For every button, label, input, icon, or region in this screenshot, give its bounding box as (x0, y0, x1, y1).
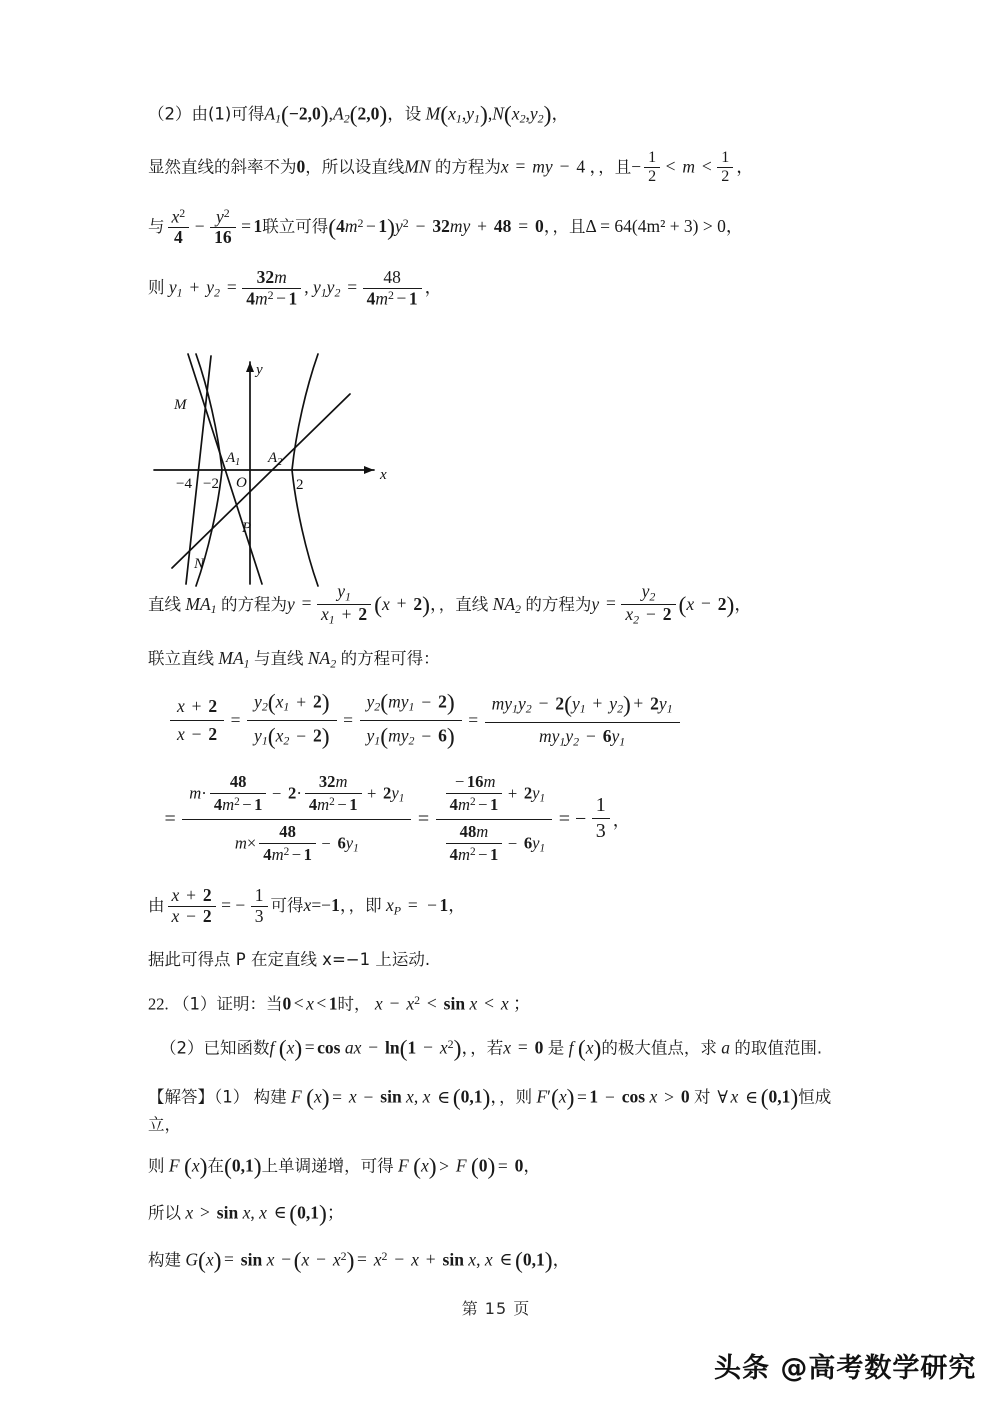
text-known-function: 已知函数 (203, 1037, 270, 1057)
y-axis-label: y (256, 362, 263, 378)
line-answer-2: 则 F (x)在(0,1)上单调递增，可得 F (x) > F (0) = 0， (148, 1154, 541, 1181)
prod-den: $4m^2 - 1$ (363, 288, 422, 308)
text-let: 设 (404, 104, 422, 124)
text-for: 对 (694, 1087, 711, 1107)
part1-label: （1） (173, 994, 217, 1014)
y-axis-arrow (246, 362, 254, 372)
line-fraction-chain: $\frac{x + 2}{x - 2}$ = $\frac{y_2(x_1 + 2)}{y_1(x_2 - 2)}$ = $\frac{y_2(my_1 - 2)}{y_1(my_2 - 6)}$ = $\frac{my_1y_2 - 2(y_1 + y_2) + 2y_1}{my_1y_2 - 6y_1}$ (166, 690, 860, 751)
sum-num: 32m (256, 267, 287, 288)
text-from-part1: 由(1)可得 (191, 104, 265, 124)
text-line-2: ，直线 (438, 594, 489, 614)
text-then-3: 则 (148, 1156, 165, 1176)
text-namely: ，即 (348, 896, 382, 916)
frac-step-2: $\frac{y_2(x_1 + 2)}{y_1(x_2 - 2)}$ (247, 690, 337, 751)
line-solve-for-x: 由 $\frac{x + 2}{x - 2}$ = − $\frac{1}{3}$ 可得x=−1，，即 $x_P$ = − 1， (148, 885, 466, 926)
point-N-label: N (194, 556, 205, 572)
discriminant: Δ = 64(4m² + 3) > 0 (585, 216, 726, 236)
part2-label: （2） (148, 104, 192, 124)
text-obtain: 的方程可得： (340, 648, 440, 668)
text-maximum-point: 的极大值点，求 (601, 1037, 717, 1057)
line-slope-setup: 显然直线的斜率不为0，所以设直线MN 的方程为x = my − 4 ，，且− $\frac{1}{2}$ < m < $\frac{1}{2}$ ， (148, 148, 754, 185)
half-num-2: 1 (721, 148, 730, 166)
watermark (714, 1346, 976, 1385)
problem-number-22: 22. (148, 994, 169, 1014)
frac-step-3: $\frac{y_2(my_1 - 2)}{y_1(my_2 - 6)}$ (360, 690, 462, 751)
text-if: ，若 (470, 1037, 504, 1057)
text-combine: 联立直线 (148, 648, 214, 668)
text-therefore: 所以 (148, 1203, 181, 1223)
x-axis-label: x (380, 467, 387, 483)
line-substitute-hyperbola: 与 $\frac{x^2}{4}$ − $\frac{y^2}{16}$ = 1联立可得$(4m^2 - 1)y^2 - 32my + 48 = 0$，，且Δ = 64(4m² + 3) > 0， (148, 205, 744, 247)
text-eq-is-2: 的方程为 (525, 594, 592, 614)
line-conclusion-p: 据此可得点 P 在定直线 x=−1 上运动. (148, 950, 431, 970)
text-equation-is: 的方程为 (434, 157, 501, 177)
frac-step-4: $\frac{my_1y_2 - 2(y_1 + y_2) + 2y_1}{my_1y_2 - 6y_1}$ (485, 692, 680, 749)
point-P-label: P (242, 520, 252, 536)
ma1-num: $y_1$ (337, 580, 351, 603)
text-and: ，且 (598, 157, 632, 177)
text-and-line: 与直线 (253, 648, 304, 668)
text-increasing: 上单调递增，可得 (261, 1156, 394, 1176)
line-chord-equations: 直线 $MA_1$ 的方程为y = $\frac{y_1}{x_1 + 2}$ (x + 2)，，直线 $NA_2$ 的方程为y = $\frac{y_2}{x_2 - 2}$ (x − 2)， (148, 580, 752, 627)
text-prove: 证明：当 (216, 994, 283, 1014)
point-A2-label: $A_2$ (268, 450, 283, 468)
hyperbola-diagram (150, 352, 420, 590)
line-answer-1-cont: 立， (148, 1114, 181, 1134)
frac-x-plus2-over-x-minus2: $\frac{x + 2}{x - 2}$ (170, 696, 224, 745)
half-den: 2 (644, 167, 660, 185)
na2-den: $x_2 - 2$ (621, 604, 675, 626)
tick-2: 2 (296, 477, 304, 493)
line-22-part1: 22. （1）证明：当0 < x < 1时， $x - x^2 < \sin x < x$ ； (148, 992, 531, 1014)
denom-4: 4 (173, 226, 183, 247)
ma1-den: $x_1 + 2$ (317, 604, 371, 626)
watermark-text: 头条 @高考数学研究 (714, 1353, 977, 1384)
text-slope-nonzero: 显然直线的斜率不为 (148, 157, 297, 177)
nested-frac-A: m· $\frac{48}{4m^2 - 1}$ − 2· $\frac{32m}{4m^2 - 1}$ + $2y_1$ m× $\frac{48}{4m^2 - 1}$ − $6y_1$ (182, 773, 411, 866)
x-axis-arrow (364, 466, 374, 474)
text-and-2: ，且 (552, 217, 586, 236)
tick-minus-2: −2 (203, 476, 219, 492)
page-footer: 第 15 页 (461, 1299, 531, 1318)
half-num: 1 (648, 148, 657, 166)
third-den-2: 3 (251, 906, 268, 926)
text-range: 的取值范围. (734, 1037, 823, 1057)
text-line: 直线 (148, 594, 181, 614)
third-num: 1 (595, 794, 606, 817)
text-obtain-2: 可得 (270, 896, 304, 916)
point-M-label: M (174, 397, 187, 413)
third-den: 3 (592, 818, 610, 843)
na2-num: $y_2$ (641, 580, 656, 603)
text-so-set-line: ，所以设直线 (305, 157, 405, 177)
line-answer-4: 构建 $G(x) = \sin x - (x - x^2) = x^2 - x + \sin x$, x ∈ (0,1)， (148, 1247, 571, 1274)
line-NA2 (172, 394, 350, 568)
line-22-part2: （2）已知函数f (x) = cos ax − $\ln(1 - x^2)$，，若x = 0 是 f (x)的极大值点，求 a 的取值范围. (160, 1035, 823, 1062)
solution-body (148, 104, 860, 1296)
text-construct: 构建 (253, 1087, 287, 1107)
third-num-2: 1 (254, 885, 264, 906)
text-eq-is: 的方程为 (220, 594, 287, 614)
point-A1-label: $A_1$ (226, 450, 241, 468)
text-then-2: ，则 (499, 1087, 533, 1107)
origin-label: O (236, 475, 247, 491)
line-vieta: 则 $y_1 + y_2$ = $\frac{32m}{4m^2 - 1}$ , $y_1y_2$ = $\frac{48}{4m^2 - 1}$ ， (148, 267, 443, 309)
prod-num: 48 (383, 267, 401, 288)
text-from: 由 (148, 896, 165, 916)
line-answer-3: 所以 x > sin x, x ∈ (0,1)； (148, 1200, 345, 1227)
tick-minus-4: −4 (176, 476, 192, 492)
sum-den: $4m^2 - 1$ (242, 288, 301, 308)
nested-frac-B: $\frac{- 16m}{4m^2 - 1}$ + $2y_1$ $\frac{48m}{4m^2 - 1}$ − $6y_1$ (436, 773, 553, 866)
text-when: 时， (337, 994, 371, 1014)
text-joint-solve: 联立可得 (262, 217, 329, 236)
answer-part1-label: （1） (214, 1087, 250, 1107)
answer-label: 【解答】 (148, 1087, 214, 1107)
text-is: 是 (547, 1037, 565, 1057)
denom-16: 16 (214, 226, 232, 247)
text-always-holds: 恒成 (798, 1087, 832, 1107)
line-solve-together: 联立直线 $MA_1$ 与直线 $NA_2$ 的方程可得： (148, 647, 440, 671)
text-then: 则 (148, 278, 165, 298)
half-den-2: 2 (717, 167, 733, 185)
text-with: 与 (148, 217, 165, 236)
part2-label-22: （2） (160, 1037, 204, 1057)
line-nested-fraction: = m· $\frac{48}{4m^2 - 1}$ − 2· $\frac{32m}{4m^2 - 1}$ + $2y_1$ m× $\frac{48}{4m^2 - 1}$ − $6y_1$ = $\frac{- 16m}{4m^2 - 1}$ + $2y_1$ $\frac{48m}{4m^2 - 1}$ − $6y_1$ = − $\frac{1}{3}$ ， (164, 772, 631, 865)
result-one-third (592, 794, 610, 843)
text-construct-2: 构建 (148, 1249, 181, 1269)
line-21-part2-intro: （2）由(1)可得$A_1(-2,0),A_2(2,0)$，设 $M(x_1,y_1),N(x_2,y_2)$， (148, 102, 569, 128)
line-answer-1: 【解答】（1） 构建 F (x) = x − sin x, x ∈ (0,1)，，则 F′(x) = 1 − cos x > 0 对 ∀ x ∈ (0,1)恒成 (148, 1085, 832, 1112)
text-on: 在 (207, 1156, 224, 1176)
